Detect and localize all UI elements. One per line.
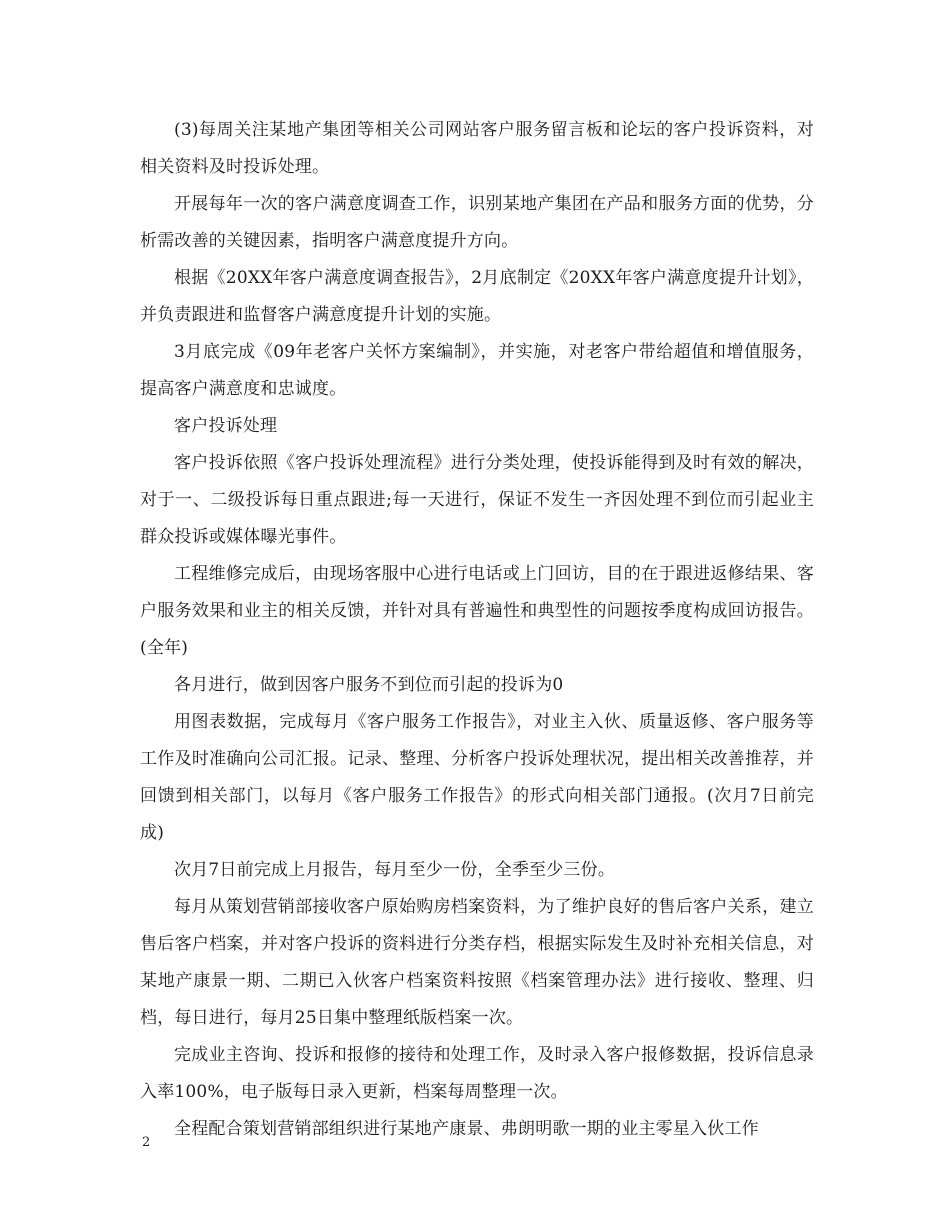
document-body	[140, 112, 814, 1148]
paragraph-satisfaction-plan: 根据《20XX年客户满意度调查报告》，2月底制定《20XX年客户满意度提升计划》，并负责跟进和监督客户满意度提升计划的实施。	[140, 268, 814, 325]
paragraph-repair-follow-up: 工程维修完成后，由现场客服中心进行电话或上门回访，目的在于跟进返修结果、客户服务效果和业主的相关反馈，并针对具有普遍性和典型性的问题按季度构成回访报告。(全年)	[140, 564, 814, 658]
paragraph-website-monitoring: (3)每周关注某地产集团等相关公司网站客户服务留言板和论坛的客户投诉资料，对相关资料及时投诉处理。	[140, 120, 814, 177]
paragraph-consultation-handling: 完成业主咨询、投诉和报修的接待和处理工作，及时录入客户报修数据，投诉信息录入率100%，电子版每日录入更新，档案每周整理一次。	[140, 1045, 814, 1102]
page-number: 2	[142, 1135, 151, 1150]
paragraph-monthly-report: 用图表数据，完成每月《客户服务工作报告》，对业主入伙、质量返修、客户服务等工作及时准确向公司汇报。记录、整理、分析客户投诉处理状况，提出相关改善推荐，并回馈到相关部门，以每月《客户服务工作报告》的形式向相关部门通报。(次月7日前完成)	[140, 712, 814, 843]
paragraph-monthly-target: 各月进行，做到因客户服务不到位而引起的投诉为0	[174, 675, 564, 695]
paragraph-satisfaction-survey: 开展每年一次的客户满意度调查工作，识别某地产集团在产品和服务方面的优势，分析需改善的关键因素，指明客户满意度提升方向。	[140, 194, 814, 251]
paragraph-complaint-process: 客户投诉依照《客户投诉处理流程》进行分类处理，使投诉能得到及时有效的解决，对于一、二级投诉每日重点跟进;每一天进行，保证不发生一齐因处理不到位而引起业主群众投诉或媒体曝光事件。	[140, 453, 814, 547]
paragraph-move-in-coordination: 全程配合策划营销部组织进行某地产康景、弗朗明歌一期的业主零星入伙工作	[174, 1119, 759, 1139]
paragraph-old-customer-care: 3月底完成《09年老客户关怀方案编制》，并实施，对老客户带给超值和增值服务，提高客户满意度和忠诚度。	[140, 342, 814, 399]
section-heading-complaint-handling: 客户投诉处理	[174, 416, 278, 436]
paragraph-report-deadline: 次月7日前完成上月报告，每月至少一份，全季至少三份。	[174, 860, 616, 880]
paragraph-archive-management: 每月从策划营销部接收客户原始购房档案资料，为了维护良好的售后客户关系，建立售后客户档案，并对客户投诉的资料进行分类存档，根据实际发生及时补充相关信息，对某地产康景一期、二期已入伙客户档案资料按照《档案管理办法》进行接收、整理、归档，每日进行，每月25日集中整理纸版档案一次。	[140, 897, 814, 1028]
